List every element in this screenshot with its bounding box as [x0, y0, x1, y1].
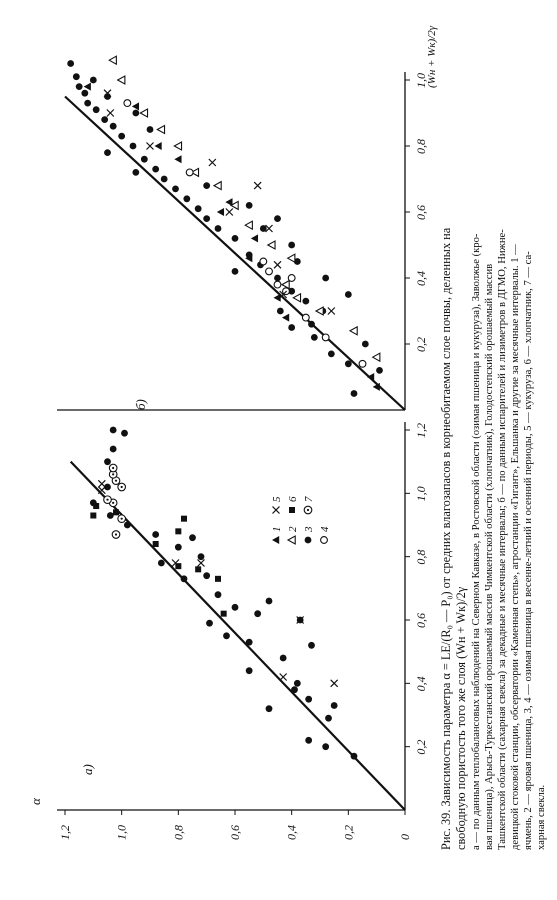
point-b-series-3-31: [288, 324, 295, 331]
point-b-series-3-29: [73, 73, 80, 80]
point-a-series-3-0: [351, 753, 358, 760]
point-b-series-3-39: [104, 149, 111, 156]
point-a-series-3-12: [203, 572, 210, 579]
point-a-series-3-28: [294, 680, 301, 687]
point-b-series-3-17: [172, 186, 179, 193]
point-a-series-3-23: [110, 446, 117, 453]
x-axis-label-b: (Wн + Wк)/2γ: [426, 25, 438, 88]
point-b-series-4-7: [186, 169, 193, 176]
x-tick-label-b-4: 1,0: [414, 73, 428, 88]
point-a-series-5-0: [331, 680, 338, 687]
legend: [271, 496, 331, 544]
legend-symbol-3: [305, 537, 312, 544]
point-a-series-3-8: [223, 632, 230, 639]
point-a-series-7-1-dot: [121, 518, 123, 520]
point-b-series-2-12: [157, 126, 164, 134]
point-b-series-3-13: [215, 225, 222, 232]
point-a-series-5-6: [98, 480, 105, 487]
x-tick-label-a-0: 0,2: [414, 739, 428, 755]
x-tick-label-a-4: 1,0: [414, 486, 428, 502]
point-b-series-2-3: [293, 294, 300, 302]
point-b-series-3-40: [147, 126, 154, 133]
x-tick-label-b-1: 0,4: [414, 271, 428, 286]
point-b-series-3-21: [130, 143, 137, 150]
point-a-series-3-26: [322, 743, 329, 750]
point-a-series-3-4: [266, 705, 273, 712]
point-b-series-3-18: [161, 176, 168, 183]
point-b-series-1-6: [217, 208, 224, 216]
point-b-series-3-16: [183, 195, 190, 202]
point-a-series-3-32: [266, 598, 273, 605]
legend-label-4: 4: [319, 526, 331, 532]
caption-body-line-5: ячмень, 2 — яровая пшеница, 3, 4 — озимая пшеница в весенне-летний и осенний периоды, 5 — кукуруза, 6 — хлопчатник, 7 — са-: [523, 251, 534, 850]
point-a-series-3-24: [110, 427, 117, 434]
x-tick-label-a-1: 0,4: [414, 676, 428, 692]
legend-symbol-1: [272, 536, 279, 544]
point-a-series-7-3-dot: [106, 499, 108, 501]
point-a-series-3-30: [280, 655, 287, 662]
point-b-series-4-0: [359, 360, 366, 367]
caption-body-line-2: вая пшеница), Арысь-Туркестанский орошаемый массив Чимкентской области (хлопчатник), Голодостепский орошаемый массив: [484, 263, 495, 850]
point-a-series-3-1: [325, 715, 332, 722]
legend-label-7: 7: [303, 496, 315, 502]
point-a-series-7-0-dot: [115, 533, 117, 535]
point-b-series-3-23: [110, 123, 117, 130]
point-b-series-3-34: [288, 242, 295, 249]
point-b-series-3-26: [84, 100, 91, 107]
point-b-series-2-15: [109, 56, 116, 64]
point-b-series-3-5: [308, 321, 315, 328]
point-a-series-7-7: [109, 464, 117, 472]
point-a-series-3-11: [215, 591, 222, 598]
caption-body-line-1: а — по данным теплобалансовых наблюдений на Северном Кавказе, в Ростовской области (озимая пшеница и кукуруза), Заволжье (кро-: [471, 233, 482, 850]
point-b-series-3-30: [67, 60, 74, 67]
point-a-series-3-15: [175, 544, 182, 551]
point-b-series-1-1: [367, 373, 374, 381]
point-a-series-3-14: [198, 553, 205, 560]
rotated-figure-group: [28, 25, 547, 850]
point-b-series-2-14: [118, 76, 125, 84]
point-b-series-4-8: [124, 100, 131, 107]
point-b-series-3-38: [132, 169, 139, 176]
point-a-series-3-31: [254, 610, 261, 617]
point-a-series-7-7-dot: [112, 467, 114, 469]
point-a-series-6-1: [215, 576, 221, 582]
point-a-series-6-7: [113, 509, 119, 515]
legend-label-6: 6: [287, 496, 299, 502]
point-a-series-7-5-dot: [115, 480, 117, 482]
x-tick-label-a-2: 0,6: [414, 613, 428, 628]
point-a-series-3-19: [107, 512, 114, 519]
point-b-series-3-3: [328, 351, 335, 358]
point-a-series-3-18: [124, 522, 131, 529]
y-axis-label: α: [28, 798, 43, 805]
point-b-series-3-28: [76, 83, 83, 90]
point-b-series-1-2: [282, 314, 289, 322]
point-b-series-4-5: [266, 268, 273, 275]
point-b-series-5-8: [107, 110, 114, 117]
point-a-series-6-8: [93, 503, 99, 509]
legend-label-3: 3: [303, 526, 315, 532]
x-tick-label-a-5: 1,2: [414, 423, 428, 438]
legend-symbol-7: [304, 506, 312, 514]
point-a-series-6-4: [153, 541, 159, 547]
x-axis-label-b-group: [426, 25, 438, 88]
point-b-series-3-45: [322, 275, 329, 282]
point-a-series-7-1: [118, 515, 126, 523]
caption-body-line-3: Ташкентской области (сахарная свекла) за декадные и месячные интервалы; б — по данным испарителей и лизиметров в ДГМО, Нижне-: [497, 229, 508, 850]
point-b-series-3-43: [90, 77, 97, 84]
point-a-series-5-3: [198, 560, 205, 567]
point-b-series-3-4: [311, 334, 318, 341]
point-b-series-2-0: [373, 353, 380, 361]
point-b-series-3-20: [141, 156, 148, 163]
point-b-series-2-6: [268, 241, 275, 249]
point-a-series-6-6: [181, 516, 187, 522]
y-tick-label-a-3: 0,6: [228, 825, 242, 840]
panel-b-label: б): [133, 399, 148, 410]
point-a-series-6-5: [175, 528, 181, 534]
point-b-series-2-7: [245, 221, 252, 229]
caption: [439, 227, 547, 850]
point-a-series-6-2: [195, 566, 201, 572]
point-a-series-7-4-dot: [121, 486, 123, 488]
caption-title-line-2: свободную пористость того же слоя (Wн + Wк)/2γ: [454, 586, 468, 850]
point-a-series-6-0: [221, 611, 227, 617]
point-b-series-5-4: [226, 209, 233, 216]
point-a-series-7-3: [104, 496, 112, 504]
point-b-series-4-1: [322, 334, 329, 341]
point-b-series-3-14: [203, 215, 210, 222]
point-b-series-2-5: [288, 254, 295, 262]
point-a-series-3-7: [246, 639, 253, 646]
y-tick-label-a-0: 0: [398, 834, 412, 840]
point-b-series-5-5: [254, 182, 261, 189]
caption-body-line-6: харная свекла.: [536, 784, 547, 850]
x-tick-label-a-3: 0,8: [414, 549, 428, 565]
legend-label-1: 1: [271, 526, 283, 532]
point-b-series-3-7: [302, 298, 309, 305]
point-b-series-4-9: [260, 258, 267, 265]
point-b-series-4-6: [274, 281, 281, 288]
point-b-series-2-9: [214, 182, 221, 190]
point-b-series-5-0: [328, 308, 335, 315]
point-b-series-3-42: [104, 93, 111, 100]
point-a-series-3-10: [206, 620, 213, 627]
point-a-series-3-17: [152, 531, 159, 538]
point-b-series-3-9: [274, 275, 281, 282]
point-b-series-3-35: [260, 225, 267, 232]
point-a-series-3-6: [246, 667, 253, 674]
point-b-series-3-27: [81, 90, 88, 97]
point-b-series-2-1: [350, 327, 357, 335]
point-b-series-3-37: [203, 182, 210, 189]
point-b-series-4-2: [302, 314, 309, 321]
y-tick-label-a-2: 0,4: [284, 825, 299, 840]
point-a-series-3-5: [308, 642, 315, 649]
y-tick-label-a-5: 1,0: [114, 825, 129, 840]
point-b-series-3-46: [362, 341, 369, 348]
point-b-series-1-9: [155, 142, 162, 150]
legend-symbol-5: [273, 507, 280, 514]
point-b-series-3-48: [274, 215, 281, 222]
point-b-series-5-7: [147, 143, 154, 150]
point-b-series-3-15: [195, 205, 202, 212]
point-a-series-3-25: [121, 430, 128, 437]
point-b-series-3-19: [152, 166, 159, 173]
point-b-series-5-2: [274, 261, 281, 268]
point-b-series-2-13: [140, 109, 147, 117]
legend-symbol-4: [321, 537, 328, 544]
point-b-series-3-24: [101, 116, 108, 123]
point-a-series-7-0: [112, 531, 120, 539]
point-a-series-3-9: [232, 604, 239, 611]
point-a-series-5-1: [280, 674, 287, 681]
x-tick-label-b-0: 0,2: [414, 337, 428, 352]
legend-label-2: 2: [287, 526, 299, 532]
y-tick-label-a-6: 1,2: [58, 825, 72, 840]
point-a-series-7-4: [118, 483, 126, 491]
point-a-series-7-6-dot: [112, 473, 114, 475]
point-b-series-3-2: [345, 360, 352, 367]
point-a-series-7-2-dot: [112, 502, 114, 504]
point-b-series-3-22: [118, 133, 125, 140]
point-b-series-4-4: [288, 275, 295, 282]
fit-line-b: [65, 97, 405, 411]
point-b-series-3-44: [345, 291, 352, 298]
x-tick-label-b-3: 0,8: [414, 139, 428, 154]
point-b-series-3-32: [277, 308, 284, 315]
legend-label-5: 5: [271, 496, 283, 502]
x-tick-label-b-2: 0,6: [414, 205, 428, 220]
point-a-series-3-34: [331, 702, 338, 709]
panel-a: [57, 422, 428, 840]
caption-title-line-1: Рис. 39. Зависимость параметра α = LE/(R₀ — P₀) от средних влагозапасов в корнеобитаемом слое почвы, деленных на: [439, 227, 453, 850]
point-a-series-3-3: [291, 686, 298, 693]
legend-symbol-6: [289, 507, 295, 513]
point-a-series-3-2: [305, 696, 312, 703]
point-a-series-3-33: [189, 534, 196, 541]
point-a-series-3-13: [181, 575, 188, 582]
point-a-series-3-16: [158, 560, 165, 567]
caption-body-line-4: девицкой стоковой станции, обсерватории «Каменная степь», агростанции «Гигант», Ельшанка и другие за месячные интервалы. 1 —: [510, 244, 521, 850]
point-b-series-1-10: [132, 102, 139, 110]
point-a-series-3-22: [104, 458, 111, 465]
legend-symbol-7-dot: [307, 509, 309, 511]
point-b-series-3-33: [232, 268, 239, 275]
point-a-series-6-9: [90, 513, 96, 519]
point-b-series-2-11: [174, 142, 181, 150]
point-b-series-1-11: [84, 83, 91, 91]
point-b-series-3-36: [246, 202, 253, 209]
point-b-series-3-0: [351, 390, 358, 397]
point-b-series-3-25: [93, 106, 100, 113]
panel-b: [57, 56, 428, 410]
point-a-series-3-27: [305, 737, 312, 744]
y-tick-label-a-4: 0,8: [171, 825, 186, 840]
point-b-series-3-41: [132, 110, 139, 117]
point-b-series-5-6: [209, 159, 216, 166]
legend-symbol-2: [288, 536, 295, 544]
point-b-series-1-8: [174, 155, 181, 163]
panel-a-label: а): [80, 764, 95, 775]
point-b-series-3-12: [232, 235, 239, 242]
y-tick-label-a-1: 0,2: [341, 825, 356, 840]
point-b-series-3-1: [376, 367, 383, 374]
point-b-series-1-5: [251, 234, 258, 242]
point-b-series-2-2: [316, 307, 323, 315]
